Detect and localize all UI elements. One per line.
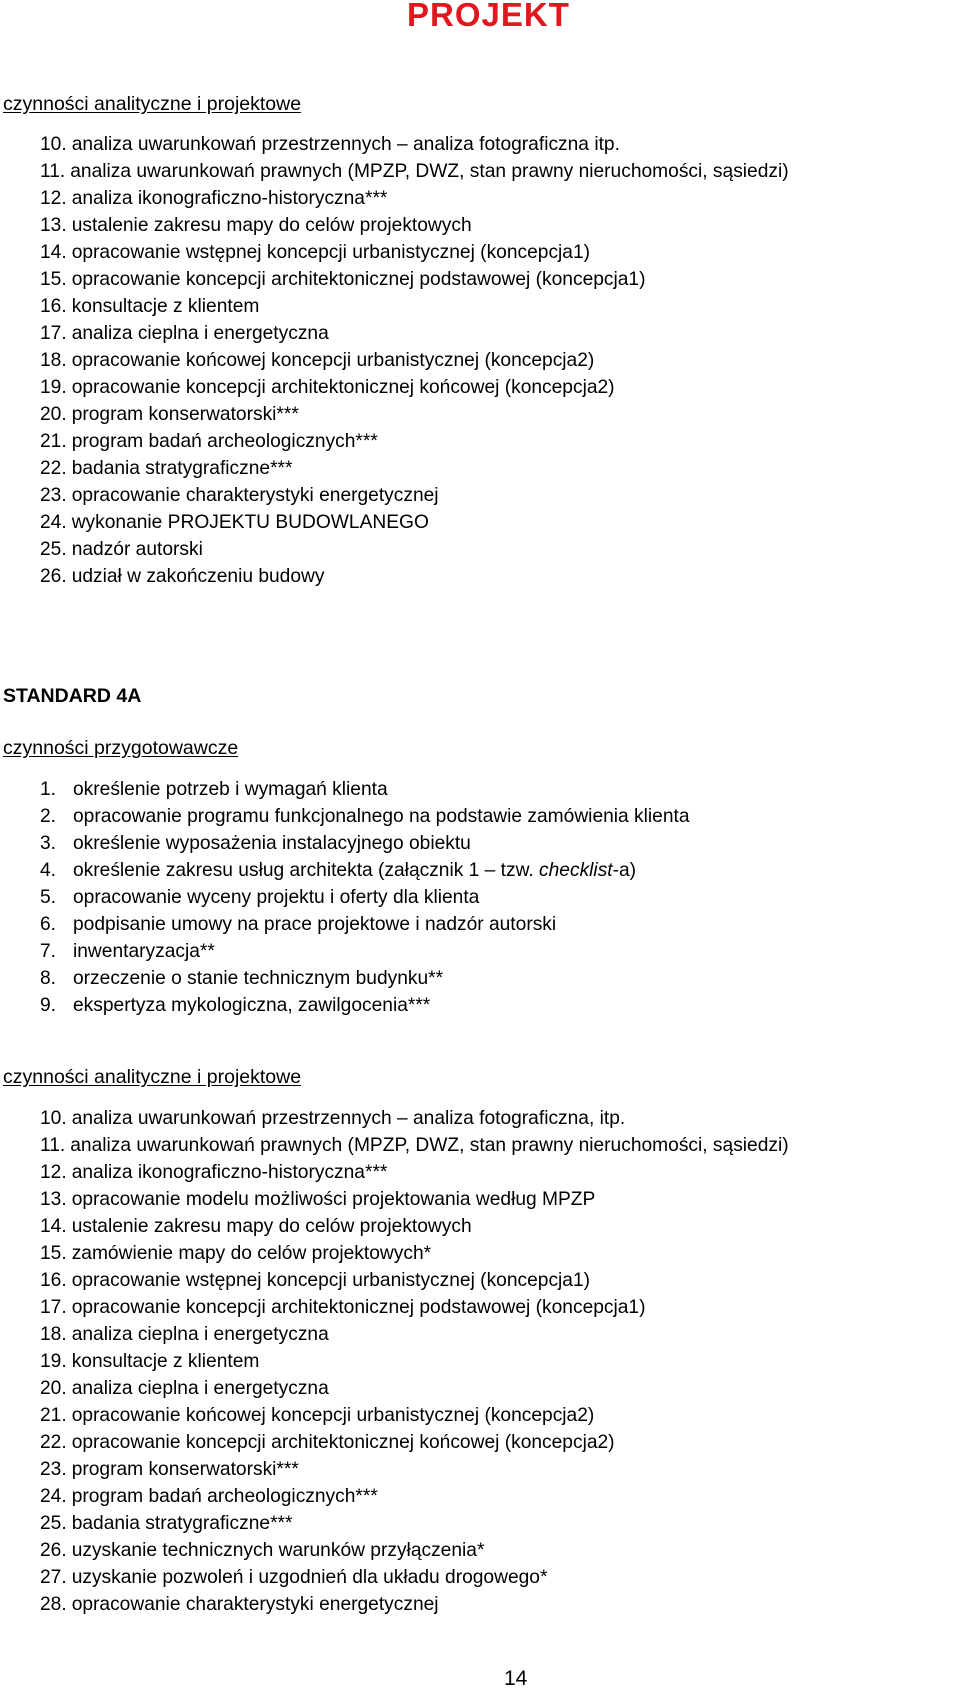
item-number: 1. bbox=[40, 779, 57, 800]
item-text: analiza uwarunkowań prawnych (MPZP, DWZ, stan prawny nieruchomości, sąsiedzi) bbox=[70, 161, 789, 182]
item-number: 3. bbox=[40, 833, 57, 854]
item-text: inwentaryzacja** bbox=[73, 941, 215, 962]
item-number: 11. bbox=[40, 161, 66, 182]
list-item bbox=[40, 1537, 789, 1564]
standard-title: STANDARD 4A bbox=[3, 685, 142, 707]
item-number: 20. bbox=[40, 404, 67, 425]
list-item bbox=[40, 1186, 789, 1213]
item-number: 24. bbox=[40, 1486, 67, 1507]
item-text: -a) bbox=[612, 860, 637, 881]
item-number: 4. bbox=[40, 860, 57, 881]
item-number: 26. bbox=[40, 566, 67, 587]
item-text: wykonanie PROJEKTU BUDOWLANEGO bbox=[71, 512, 429, 533]
item-number: 18. bbox=[40, 1324, 67, 1345]
list-item bbox=[40, 185, 789, 212]
item-text: uzyskanie technicznych warunków przyłączenia* bbox=[71, 1540, 485, 1561]
item-number: 23. bbox=[40, 1459, 67, 1480]
list-item bbox=[40, 1105, 789, 1132]
list-item bbox=[40, 563, 789, 590]
item-text: opracowanie wyceny projektu i oferty dla klienta bbox=[73, 887, 480, 908]
item-number: 20. bbox=[40, 1378, 67, 1399]
item-number: 7. bbox=[40, 941, 57, 962]
list-item bbox=[40, 509, 789, 536]
list-item bbox=[40, 266, 789, 293]
item-text: program badań archeologicznych*** bbox=[71, 431, 378, 452]
item-text: opracowanie koncepcji architektonicznej podstawowej (koncepcja1) bbox=[71, 269, 646, 290]
list-item bbox=[40, 1429, 789, 1456]
list-item bbox=[40, 347, 789, 374]
list-item bbox=[40, 1348, 789, 1375]
item-text: podpisanie umowy na prace projektowe i nadzór autorski bbox=[73, 914, 557, 935]
list-item bbox=[40, 884, 690, 911]
item-number: 13. bbox=[40, 215, 67, 236]
item-text: opracowanie koncepcji architektonicznej końcowej (koncepcja2) bbox=[71, 377, 615, 398]
item-number: 2. bbox=[40, 806, 57, 827]
list-item bbox=[40, 401, 789, 428]
list-item bbox=[40, 1510, 789, 1537]
item-number: 27. bbox=[40, 1567, 67, 1588]
item-text: uzyskanie pozwoleń i uzgodnień dla układu drogowego* bbox=[71, 1567, 548, 1588]
item-number: 16. bbox=[40, 296, 67, 317]
item-number: 15. bbox=[40, 1243, 67, 1264]
item-text: opracowanie końcowej koncepcji urbanistycznej (koncepcja2) bbox=[71, 1405, 595, 1426]
item-number: 14. bbox=[40, 242, 67, 263]
list-item bbox=[40, 428, 789, 455]
list-item bbox=[40, 131, 789, 158]
list-item bbox=[40, 1375, 789, 1402]
list-item bbox=[40, 212, 789, 239]
item-number: 22. bbox=[40, 458, 67, 479]
item-number: 26. bbox=[40, 1540, 67, 1561]
item-text: opracowanie wstępnej koncepcji urbanistycznej (koncepcja1) bbox=[71, 1270, 591, 1291]
list-item bbox=[40, 911, 690, 938]
list-item bbox=[40, 1294, 789, 1321]
item-number: 8. bbox=[40, 968, 57, 989]
item-text: analiza uwarunkowań przestrzennych – analiza fotograficzna itp. bbox=[71, 134, 620, 155]
item-text: analiza cieplna i energetyczna bbox=[71, 323, 329, 344]
item-number: 9. bbox=[40, 995, 57, 1016]
item-number: 19. bbox=[40, 1351, 67, 1372]
item-text: orzeczenie o stanie technicznym budynku** bbox=[73, 968, 444, 989]
item-text: konsultacje z klientem bbox=[71, 1351, 260, 1372]
item-text: konsultacje z klientem bbox=[71, 296, 260, 317]
list-item bbox=[40, 965, 690, 992]
item-text: analiza cieplna i energetyczna bbox=[71, 1378, 329, 1399]
item-number: 25. bbox=[40, 1513, 67, 1534]
item-text: udział w zakończeniu budowy bbox=[71, 566, 325, 587]
list-item bbox=[40, 803, 690, 830]
item-number: 14. bbox=[40, 1216, 67, 1237]
item-number: 22. bbox=[40, 1432, 67, 1453]
list-analytical-1 bbox=[40, 131, 789, 590]
section-heading-analytical-1: czynności analityczne i projektowe bbox=[3, 93, 302, 115]
item-text: nadzór autorski bbox=[71, 539, 203, 560]
page-number: 14 bbox=[504, 1667, 528, 1690]
list-item bbox=[40, 992, 690, 1019]
item-text: opracowanie koncepcji architektonicznej końcowej (koncepcja2) bbox=[71, 1432, 615, 1453]
item-text: opracowanie wstępnej koncepcji urbanistycznej (koncepcja1) bbox=[71, 242, 591, 263]
list-item bbox=[40, 482, 789, 509]
item-text: program konserwatorski*** bbox=[71, 1459, 299, 1480]
item-text: opracowanie końcowej koncepcji urbanistycznej (koncepcja2) bbox=[71, 350, 595, 371]
item-text: opracowanie charakterystyki energetycznej bbox=[71, 1594, 439, 1615]
list-item bbox=[40, 1483, 789, 1510]
section-heading-analytical-2: czynności analityczne i projektowe bbox=[3, 1066, 302, 1088]
item-number: 18. bbox=[40, 350, 67, 371]
list-item bbox=[40, 938, 690, 965]
item-number: 17. bbox=[40, 1297, 67, 1318]
item-number: 12. bbox=[40, 1162, 67, 1183]
item-text-italic: checklist bbox=[539, 860, 613, 881]
list-item bbox=[40, 1132, 789, 1159]
item-text: analiza uwarunkowań przestrzennych – analiza fotograficzna, itp. bbox=[71, 1108, 626, 1129]
item-text: ustalenie zakresu mapy do celów projektowych bbox=[71, 215, 472, 236]
list-preparatory bbox=[40, 776, 690, 1019]
item-text: badania stratygraficzne*** bbox=[71, 458, 293, 479]
list-item bbox=[40, 455, 789, 482]
item-text: ekspertyza mykologiczna, zawilgocenia*** bbox=[73, 995, 431, 1016]
list-item bbox=[40, 536, 789, 563]
list-item bbox=[40, 293, 789, 320]
page-title: PROJEKT bbox=[407, 0, 570, 33]
item-text: ustalenie zakresu mapy do celów projektowych bbox=[71, 1216, 472, 1237]
item-text: program konserwatorski*** bbox=[71, 404, 299, 425]
item-number: 16. bbox=[40, 1270, 67, 1291]
item-number: 15. bbox=[40, 269, 67, 290]
list-item bbox=[40, 1267, 789, 1294]
item-text: określenie wyposażenia instalacyjnego obiektu bbox=[73, 833, 471, 854]
item-text: opracowanie programu funkcjonalnego na podstawie zamówienia klienta bbox=[73, 806, 690, 827]
list-item bbox=[40, 1564, 789, 1591]
item-text: określenie zakresu usług architekta (załącznik 1 – tzw. bbox=[73, 860, 540, 881]
list-analytical-2 bbox=[40, 1105, 789, 1618]
list-item bbox=[40, 1456, 789, 1483]
list-item bbox=[40, 1213, 789, 1240]
item-text: opracowanie charakterystyki energetycznej bbox=[71, 485, 439, 506]
list-item bbox=[40, 1402, 789, 1429]
item-number: 5. bbox=[40, 887, 57, 908]
list-item bbox=[40, 1591, 789, 1618]
item-text: analiza cieplna i energetyczna bbox=[71, 1324, 329, 1345]
item-number: 13. bbox=[40, 1189, 67, 1210]
item-number: 10. bbox=[40, 134, 67, 155]
item-number: 28. bbox=[40, 1594, 67, 1615]
item-text: analiza uwarunkowań prawnych (MPZP, DWZ, stan prawny nieruchomości, sąsiedzi) bbox=[70, 1135, 789, 1156]
list-item bbox=[40, 320, 789, 347]
item-text: badania stratygraficzne*** bbox=[71, 1513, 293, 1534]
item-text: analiza ikonograficzno-historyczna*** bbox=[71, 188, 388, 209]
list-item bbox=[40, 776, 690, 803]
item-text: opracowanie koncepcji architektonicznej podstawowej (koncepcja1) bbox=[71, 1297, 646, 1318]
item-number: 11. bbox=[40, 1135, 66, 1156]
list-item bbox=[40, 1159, 789, 1186]
item-number: 12. bbox=[40, 188, 67, 209]
list-item bbox=[40, 857, 690, 884]
list-item bbox=[40, 239, 789, 266]
item-number: 21. bbox=[40, 431, 67, 452]
section-heading-preparatory: czynności przygotowawcze bbox=[3, 737, 239, 759]
item-number: 21. bbox=[40, 1405, 67, 1426]
list-item bbox=[40, 158, 789, 185]
item-number: 17. bbox=[40, 323, 67, 344]
item-text: zamówienie mapy do celów projektowych* bbox=[71, 1243, 432, 1264]
item-text: analiza ikonograficzno-historyczna*** bbox=[71, 1162, 388, 1183]
item-number: 24. bbox=[40, 512, 67, 533]
item-number: 10. bbox=[40, 1108, 67, 1129]
list-item bbox=[40, 374, 789, 401]
item-number: 23. bbox=[40, 485, 67, 506]
list-item bbox=[40, 830, 690, 857]
item-number: 25. bbox=[40, 539, 67, 560]
list-item bbox=[40, 1321, 789, 1348]
list-item bbox=[40, 1240, 789, 1267]
item-text: program badań archeologicznych*** bbox=[71, 1486, 378, 1507]
item-number: 19. bbox=[40, 377, 67, 398]
item-number: 6. bbox=[40, 914, 57, 935]
item-text: opracowanie modelu możliwości projektowania według MPZP bbox=[71, 1189, 596, 1210]
item-text: określenie potrzeb i wymagań klienta bbox=[73, 779, 388, 800]
